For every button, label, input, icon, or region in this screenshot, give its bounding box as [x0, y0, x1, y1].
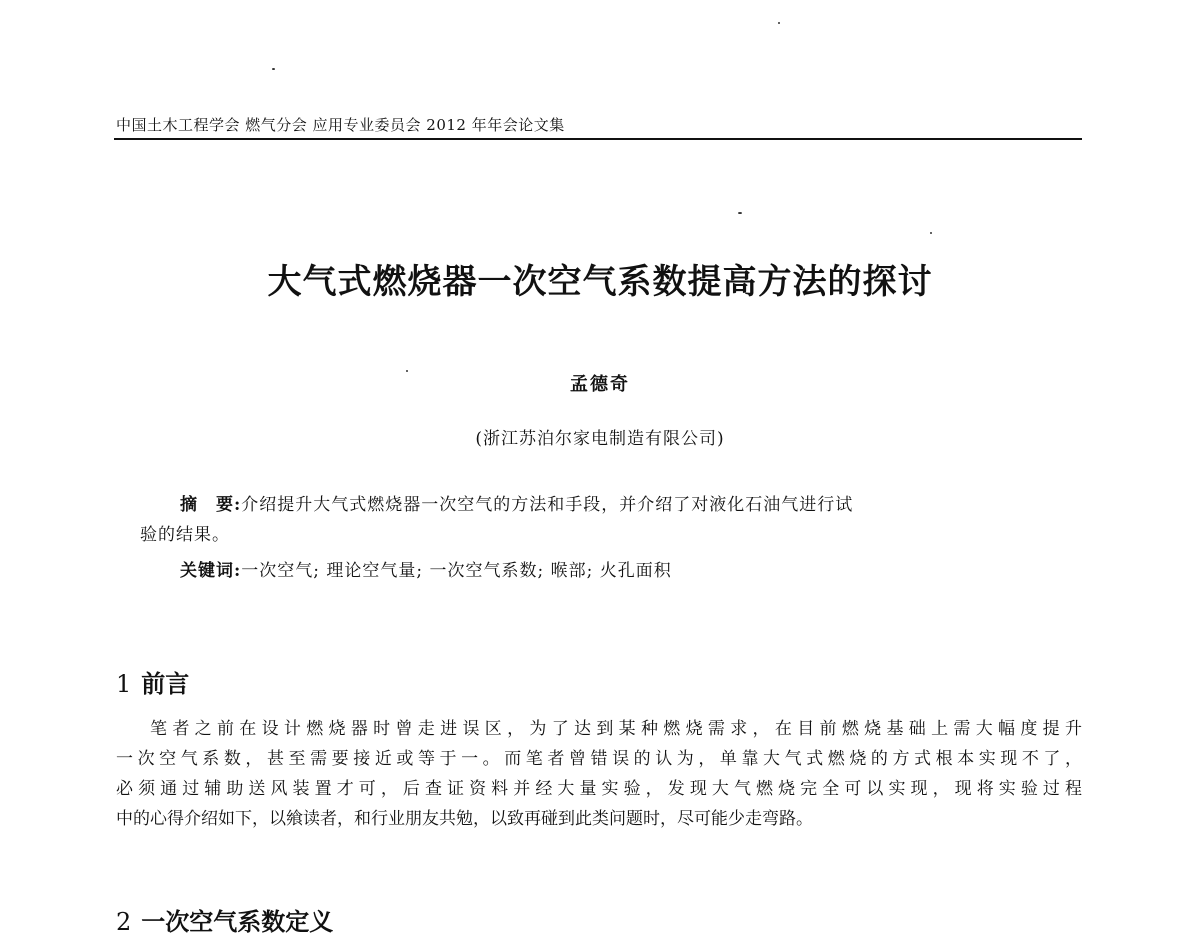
keywords — [180, 556, 672, 581]
paragraph-line: 必须通过辅助送风装置才可，后查证资料并经大量实验，发现大气燃烧完全可以实现，现将实验过程 — [116, 779, 1082, 799]
keywords-label: 关键词: — [180, 561, 242, 581]
paper-title: 大气式燃烧器一次空气系数提高方法的探讨 — [267, 262, 933, 302]
header-rule — [114, 138, 1082, 140]
abstract — [140, 490, 1080, 550]
section-number: 1 — [116, 670, 132, 698]
scan-speck — [930, 232, 932, 234]
abstract-text-1: 介绍提升大气式燃烧器一次空气的方法和手段，并介绍了对液化石油气进行试 — [241, 495, 854, 515]
abstract-line: 验的结果。 — [140, 525, 230, 545]
section-title: 前言 — [141, 669, 190, 698]
running-header: 中国土木工程学会 燃气分会 应用专业委员会 2012 年年会论文集 — [116, 116, 565, 134]
paragraph-line: 中的心得介绍如下，以飨读者，和行业朋友共勉，以致再碰到此类问题时，尽可能少走弯路。 — [116, 809, 813, 829]
abstract-label: 摘 要: — [180, 495, 242, 515]
section-heading-definition — [116, 902, 333, 937]
abstract-line — [140, 490, 1080, 520]
introduction-paragraph — [116, 714, 1082, 834]
author-affiliation: (浙江苏泊尔家电制造有限公司) — [475, 429, 725, 449]
scan-speck — [272, 68, 275, 70]
section-heading-introduction — [116, 664, 189, 699]
keywords-text: 一次空气; 理论空气量; 一次空气系数; 喉部; 火孔面积 — [241, 561, 672, 581]
author-name: 孟德奇 — [570, 374, 630, 395]
scan-speck — [738, 212, 742, 214]
paragraph-line: 笔者之前在设计燃烧器时曾走进误区，为了达到某种燃烧需求，在目前燃烧基础上需大幅度提升 — [150, 719, 1082, 739]
section-title: 一次空气系数定义 — [141, 907, 334, 936]
paragraph-line: 一次空气系数，甚至需要接近或等于一。而笔者曾错误的认为，单靠大气式燃烧的方式根本实现不了， — [116, 749, 1082, 769]
scan-speck — [778, 22, 780, 24]
section-number: 2 — [116, 908, 132, 936]
